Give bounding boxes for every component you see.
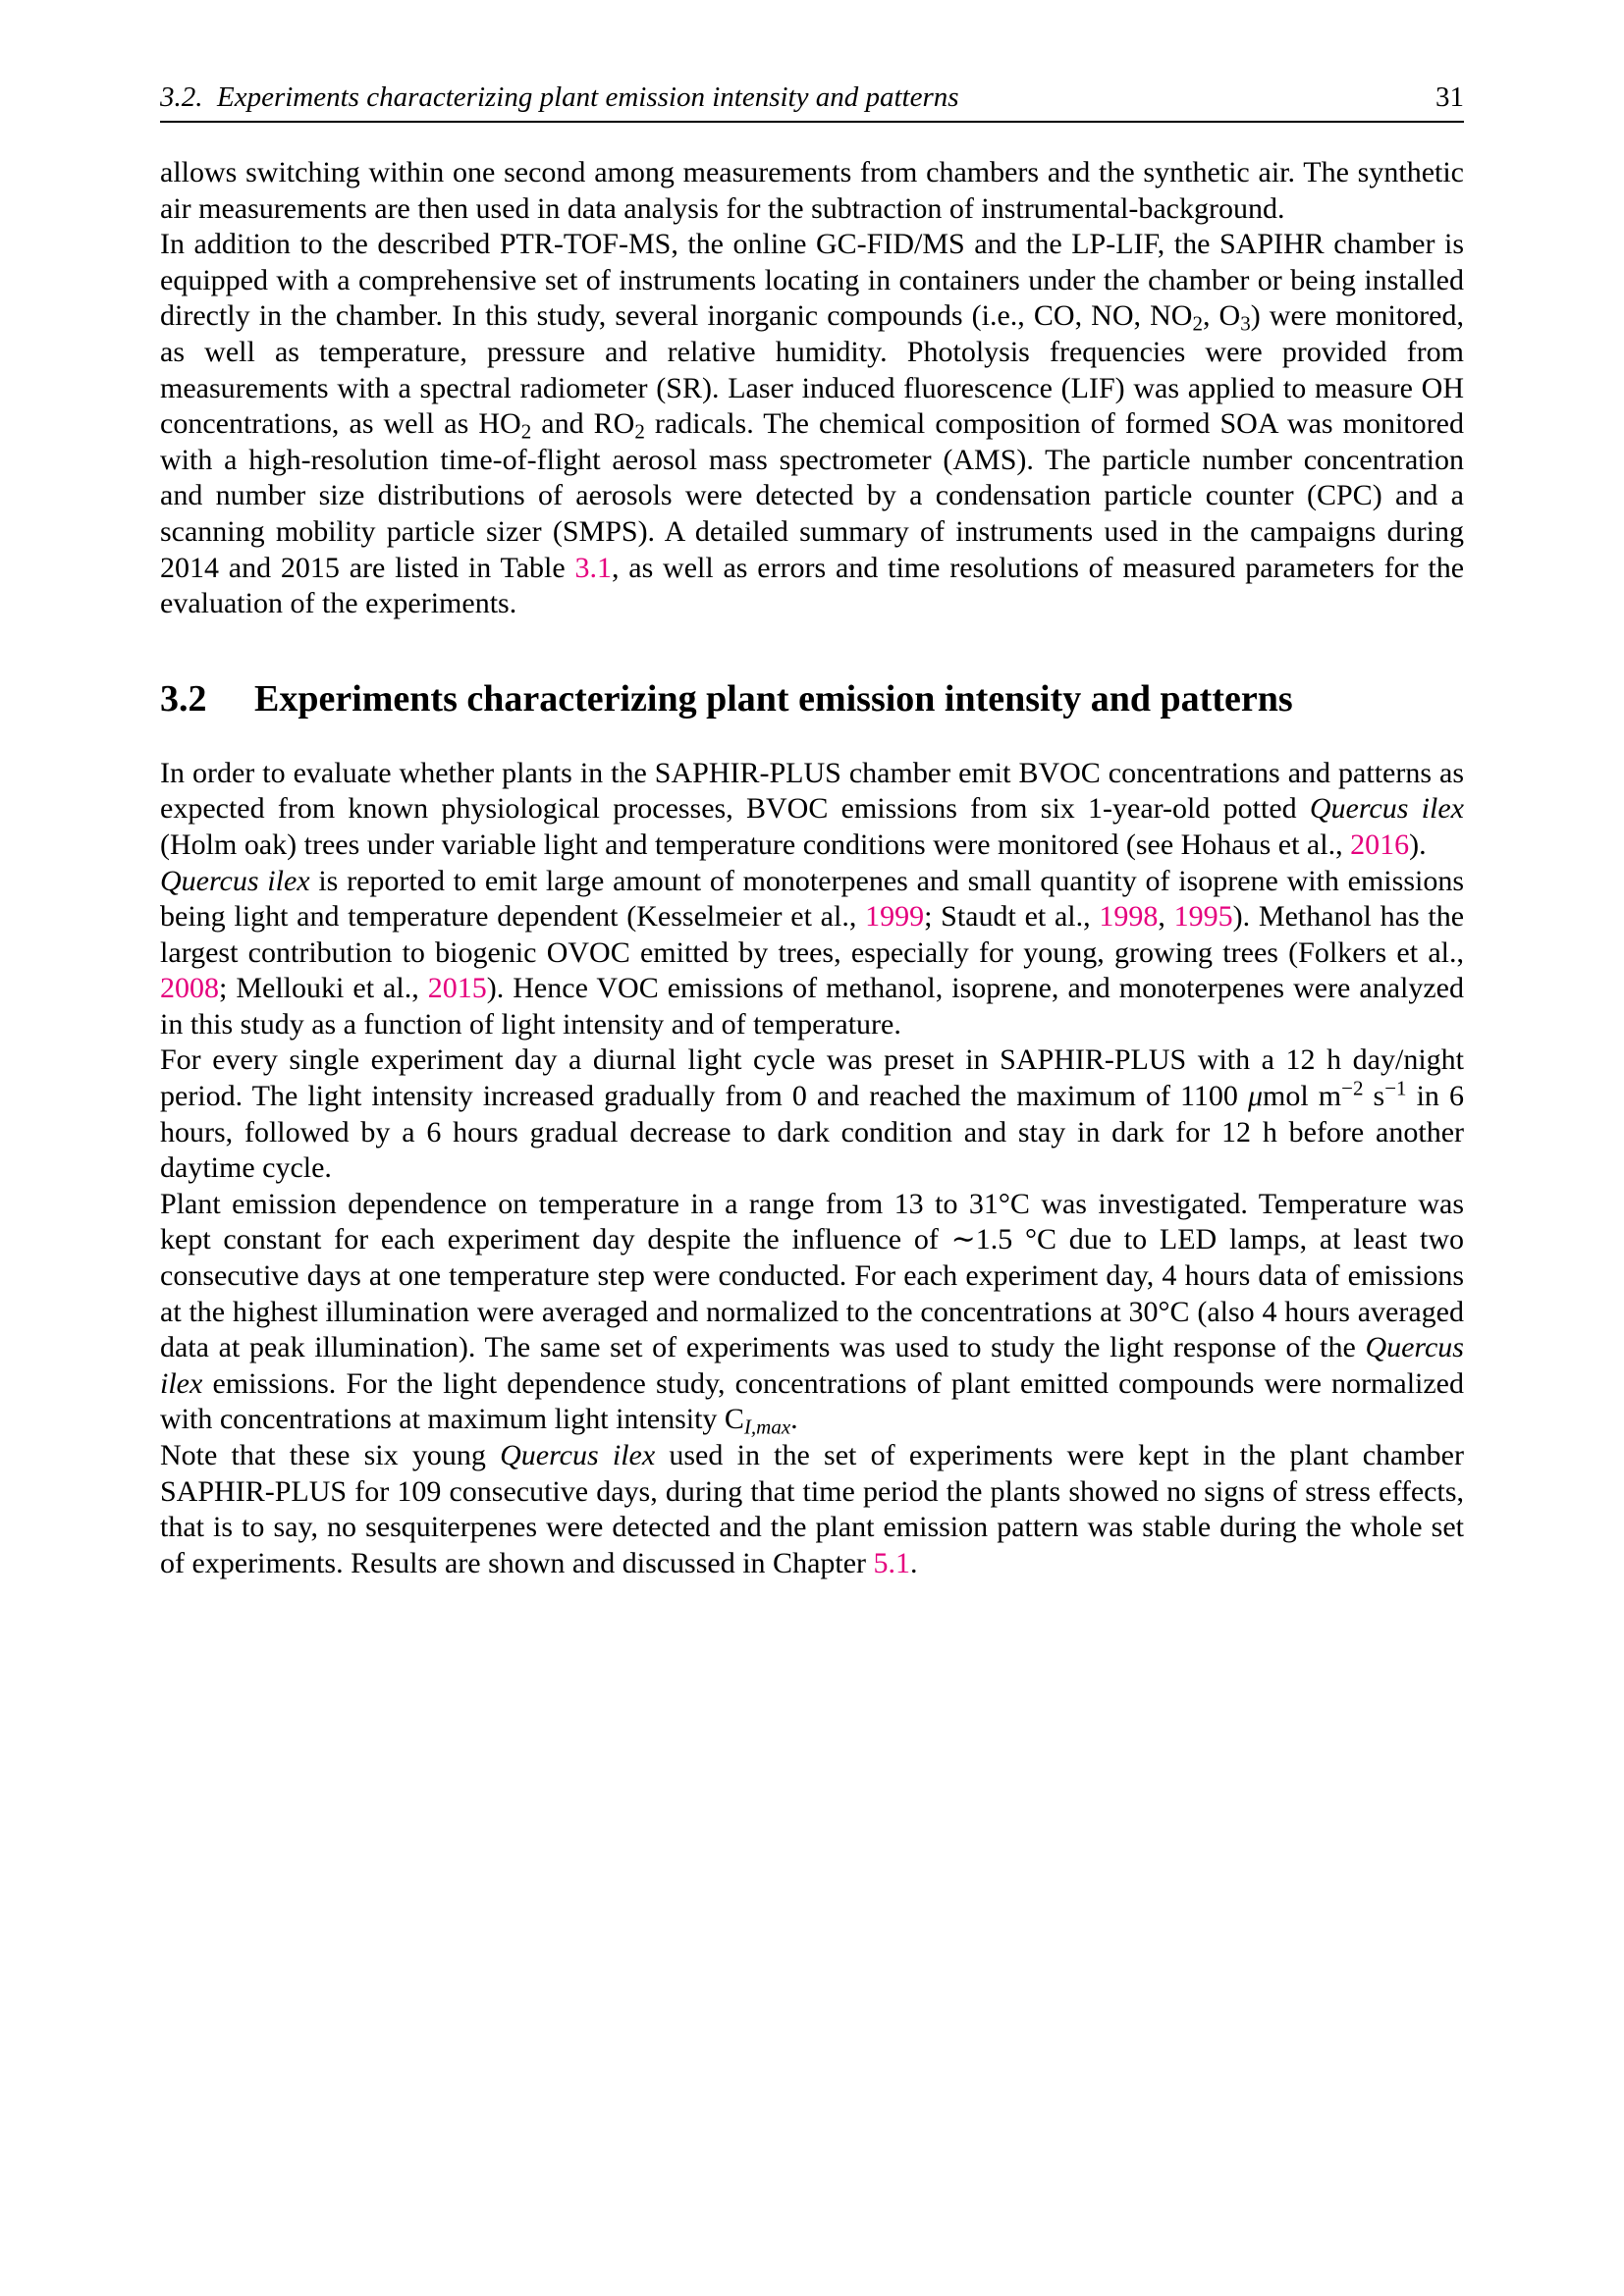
text-run: 3 bbox=[1240, 311, 1251, 336]
paragraph bbox=[160, 864, 1464, 1043]
text-run: is reported to emit large amount of monoterpenes and small quantity of isoprene with emissions being light and temperature dependent (Kesselmeier et al., bbox=[160, 864, 1464, 934]
text-run: Quercus ilex bbox=[160, 1331, 1464, 1400]
text-run: ). bbox=[1409, 828, 1427, 861]
text-run: used in the set of experiments were kept in the plant chamber SAPHIR-PLUS for 109 consecutive days, during that time period the plants showed no signs of stress effects, that is to say, no sesquiterpenes were detected and the plant emission pattern was stable during the whole set of experiments. Results are shown and discussed in Chapter bbox=[160, 1439, 1464, 1579]
text-run: Quercus ilex bbox=[160, 864, 310, 897]
text-run: , bbox=[1158, 900, 1174, 934]
ref-link[interactable]: 5.1 bbox=[873, 1546, 911, 1579]
page-number: 31 bbox=[1435, 81, 1464, 113]
running-header-title: 3.2. Experiments characterizing plant emission intensity and patterns bbox=[160, 81, 959, 113]
ref-link[interactable]: 2015 bbox=[427, 972, 487, 1005]
section-title bbox=[254, 675, 1464, 722]
text-run: radicals. The chemical composition of formed SOA was monitored with a high-resolution time-of-flight aerosol mass spectrometer (AMS). The particle number concentration and number size distributions of aerosols were detected by a condensation particle counter (CPC) and a scanning mobility particle sizer (SMPS). A detailed summary of instruments used in the campaigns during 2014 and 2015 are listed in Table bbox=[160, 407, 1464, 584]
paragraph bbox=[160, 756, 1464, 864]
text-run: ). Methanol has the largest contribution to biogenic OVOC emitted by trees, especially for young, growing trees (Folkers et al., bbox=[160, 900, 1465, 969]
text-run: Experiments characterizing plant emission intensity and patterns bbox=[254, 677, 1293, 720]
text-run: s bbox=[1363, 1080, 1385, 1113]
paragraph bbox=[160, 227, 1464, 622]
page-content bbox=[160, 80, 1464, 1581]
ref-link[interactable]: 1999 bbox=[865, 900, 925, 934]
paragraph bbox=[160, 1187, 1464, 1438]
text-run: ) were monitored, as well as temperature, pressure and relative humidity. Photolysis frequencies were provided from measurements with a spectral radiometer (SR). Laser induced fluorescence (LIF) was applied to measure OH concentrations, as well as HO bbox=[160, 299, 1464, 441]
ref-link[interactable]: 1998 bbox=[1099, 900, 1159, 934]
paragraph bbox=[160, 1042, 1464, 1186]
text-run: Quercus ilex bbox=[1309, 792, 1464, 826]
section-heading bbox=[160, 675, 1464, 722]
ref-link[interactable]: 1995 bbox=[1173, 900, 1233, 934]
text-run: , as well as errors and time resolutions of measured parameters for the evaluation of the experiments. bbox=[160, 551, 1465, 620]
text-run: −2 bbox=[1341, 1076, 1364, 1100]
text-run: ; Staudt et al., bbox=[924, 900, 1100, 934]
text-run: . bbox=[790, 1403, 798, 1436]
text-run: . bbox=[910, 1546, 918, 1579]
section-number: 3.2 bbox=[160, 677, 207, 720]
header-rule bbox=[160, 121, 1464, 123]
text-run: 2 bbox=[634, 419, 645, 444]
text-run: Plant emission dependence on temperature in a range from 13 to 31°C was investigated. Temperature was kept constant for each experiment day despite the influence of ∼1.5 °C due to LED lamps, at least two consecutive days at one temperature step were conducted. For each experiment day, 4 hours data of emissions at the highest illumination were averaged and normalized to the concentrations at 30°C (also 4 hours averaged data at peak illumination). The same set of experiments was used to study the light response of the bbox=[160, 1187, 1464, 1364]
text-run: Note that these six young bbox=[160, 1439, 501, 1471]
text-run: In order to evaluate whether plants in the SAPHIR-PLUS chamber emit BVOC concentrations and patterns as expected from known physiological processes, BVOC emissions from six 1-year-old potted bbox=[160, 756, 1464, 826]
paragraph bbox=[160, 155, 1464, 227]
text-run: ; Mellouki et al., bbox=[219, 972, 428, 1005]
text-run: (Holm oak) trees under variable light and temperature conditions were monitored (see Hohaus et al., bbox=[160, 828, 1351, 861]
text-run: For every single experiment day a diurnal light cycle was preset in SAPHIR-PLUS with a 12 h day/night period. The light intensity increased gradually from 0 and reached the maximum of 1100 bbox=[160, 1043, 1464, 1113]
ref-link[interactable]: 2008 bbox=[160, 972, 219, 1005]
ref-link[interactable]: 2016 bbox=[1350, 828, 1410, 861]
running-header bbox=[160, 80, 1464, 114]
ref-link[interactable]: 3.1 bbox=[574, 551, 612, 584]
text-run: μ bbox=[1247, 1080, 1264, 1113]
text-run: , O bbox=[1202, 299, 1241, 333]
text-run: In addition to the described PTR-TOF-MS, the online GC-FID/MS and the LP-LIF, the SAPIHR chamber is equipped with a comprehensive set of instruments locating in containers under the chamber or being installed directly in the chamber. In this study, several inorganic compounds (i.e., CO, NO, NO bbox=[160, 228, 1464, 333]
text-run: and RO bbox=[531, 407, 635, 441]
text-run: emissions. For the light dependence study, concentrations of plant emitted compounds were normalized with concentrations at maximum light intensity C bbox=[160, 1366, 1464, 1436]
text-run: Quercus ilex bbox=[500, 1439, 656, 1471]
text-run: 2 bbox=[1192, 311, 1203, 336]
document-body bbox=[160, 155, 1464, 1581]
text-run: −1 bbox=[1384, 1076, 1407, 1100]
text-run: mol m bbox=[1263, 1080, 1342, 1113]
text-run: I,max bbox=[743, 1415, 791, 1439]
text-run: allows switching within one second among measurements from chambers and the synthetic air. The synthetic air measurements are then used in data analysis for the subtraction of instrumental-background. bbox=[160, 156, 1464, 225]
text-run: in 6 hours, followed by a 6 hours gradual decrease to dark condition and stay in dark for 12 h before another daytime cycle. bbox=[160, 1080, 1464, 1185]
text-run: ). Hence VOC emissions of methanol, isoprene, and monoterpenes were analyzed in this study as a function of light intensity and of temperature. bbox=[160, 972, 1464, 1041]
text-run: 2 bbox=[520, 419, 532, 444]
paragraph bbox=[160, 1438, 1464, 1581]
